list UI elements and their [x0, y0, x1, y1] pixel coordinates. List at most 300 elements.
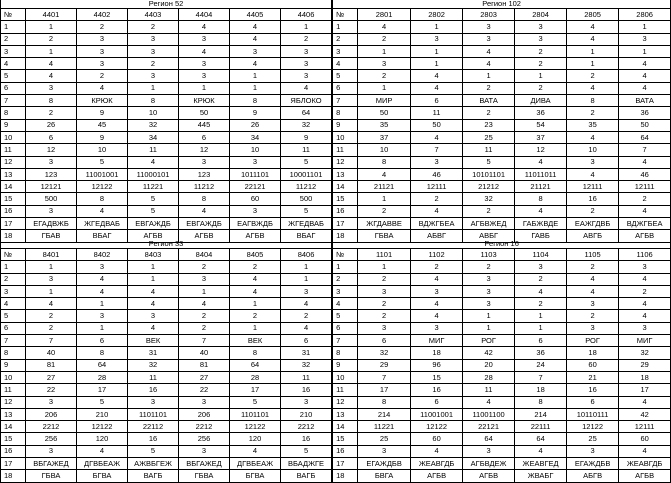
number-header: №: [333, 9, 358, 21]
answer-cell: 1: [26, 285, 77, 297]
answer-cell: 11212: [179, 181, 230, 193]
row-number: 17: [333, 218, 358, 230]
answer-cell: 1: [358, 193, 411, 205]
answer-cell: 2212: [179, 421, 230, 433]
answer-cell: 11001001: [411, 408, 463, 420]
answer-cell: 10110111: [567, 408, 619, 420]
answer-cell: 4: [567, 273, 619, 285]
answer-cell: 9: [77, 131, 128, 143]
answer-cell: 11: [463, 384, 515, 396]
row-number: 11: [333, 384, 358, 396]
answer-cell: ГАВБ: [515, 230, 567, 242]
answer-cell: 3: [77, 261, 128, 273]
answer-cell: 42: [619, 408, 671, 420]
answer-cell: 31: [128, 347, 179, 359]
variant-code: 8406: [281, 249, 332, 261]
answer-cell: 3: [463, 21, 515, 33]
answer-cell: 1101101: [128, 408, 179, 420]
answer-cell: 35: [358, 119, 411, 131]
answer-cell: 3: [26, 82, 77, 94]
answer-cell: РОГ: [567, 335, 619, 347]
answer-cell: 22121: [230, 181, 281, 193]
answer-cell: 3: [411, 156, 463, 168]
answer-cell: 10: [358, 144, 411, 156]
answer-cell: 1: [358, 261, 411, 273]
row-number: 5: [1, 70, 26, 82]
answer-cell: 5: [128, 205, 179, 217]
answer-cell: 2212: [281, 421, 332, 433]
answer-cell: ВБГАЖЕД: [26, 458, 77, 470]
answer-cell: 40: [179, 347, 230, 359]
answer-cell: ЯБЛОКО: [281, 95, 332, 107]
answer-cell: 3: [281, 285, 332, 297]
answer-cell: 4: [619, 396, 671, 408]
answer-cell: АГБВ: [411, 470, 463, 482]
answer-cell: 2: [411, 261, 463, 273]
answer-cell: 12111: [567, 181, 619, 193]
answer-cell: ЕГАЖДБВ: [358, 458, 411, 470]
answer-cell: МИГ: [619, 335, 671, 347]
answer-cell: 9: [77, 107, 128, 119]
row-number: 18: [1, 470, 26, 482]
row-number: 9: [1, 359, 26, 371]
answer-cell: ВЕК: [230, 335, 281, 347]
answer-cell: 2: [619, 285, 671, 297]
table-row: [1, 58, 671, 70]
answer-cell: 4: [411, 273, 463, 285]
answer-cell: 45: [77, 119, 128, 131]
answer-cell: 54: [515, 119, 567, 131]
answer-cell: 1: [281, 273, 332, 285]
answer-cell: 123: [26, 168, 77, 180]
variant-code: 2804: [515, 9, 567, 21]
table-row: [1, 396, 671, 408]
answer-cell: 22121: [463, 421, 515, 433]
answer-cell: 3: [567, 445, 619, 457]
table-row: [1, 181, 671, 193]
answer-cell: 3: [358, 285, 411, 297]
variant-code: 8405: [230, 249, 281, 261]
answer-cell: 34: [128, 131, 179, 143]
answer-cell: 17: [619, 384, 671, 396]
answer-cell: 3: [179, 445, 230, 457]
row-number: 4: [1, 58, 26, 70]
answer-cell: 2: [358, 298, 411, 310]
table-row: [1, 218, 671, 230]
answer-cell: 64: [619, 131, 671, 143]
answer-cell: ДГВБЕАЖ: [230, 458, 281, 470]
row-number: 8: [1, 347, 26, 359]
answer-cell: 3: [567, 156, 619, 168]
answer-cell: 4: [77, 273, 128, 285]
row-number: 13: [1, 408, 26, 420]
answer-cell: 16: [567, 193, 619, 205]
answer-cell: 27: [179, 371, 230, 383]
answer-cell: 22111: [515, 421, 567, 433]
answer-cell: 214: [515, 408, 567, 420]
answer-cell: 5: [281, 445, 332, 457]
table-row: [1, 335, 671, 347]
answer-cell: 28: [77, 371, 128, 383]
answer-cell: 2: [358, 273, 411, 285]
answer-cell: ВДЖГБЕА: [411, 218, 463, 230]
table-row: [1, 384, 671, 396]
answer-cell: 24: [515, 359, 567, 371]
answer-cell: 7: [26, 335, 77, 347]
answer-cell: 4: [619, 310, 671, 322]
table-row: [1, 285, 671, 297]
table-row: [1, 371, 671, 383]
table-row: [1, 21, 671, 33]
variant-code: 4403: [128, 9, 179, 21]
row-number: 7: [1, 335, 26, 347]
answer-cell: 2: [567, 70, 619, 82]
table-row: [1, 433, 671, 445]
answer-cell: 3: [179, 396, 230, 408]
answer-cell: 15: [411, 371, 463, 383]
answer-cell: 3: [619, 322, 671, 334]
answer-cell: 11001100: [463, 408, 515, 420]
variant-code: 8402: [77, 249, 128, 261]
answer-cell: 32: [358, 347, 411, 359]
answer-cell: 96: [411, 359, 463, 371]
answer-cell: 8: [77, 193, 128, 205]
answer-cell: ЕВГАЖДБ: [128, 218, 179, 230]
row-number: 9: [333, 359, 358, 371]
answer-cell: 29: [358, 359, 411, 371]
answer-cell: 4: [411, 205, 463, 217]
answer-cell: 12122: [411, 421, 463, 433]
variant-code: 8401: [26, 249, 77, 261]
answer-cell: 5: [230, 396, 281, 408]
answer-cell: 81: [26, 359, 77, 371]
variant-code: 1103: [463, 249, 515, 261]
answer-cell: 4: [281, 298, 332, 310]
answer-cell: 2: [179, 261, 230, 273]
answer-cell: 29: [619, 359, 671, 371]
answer-cell: 6: [411, 396, 463, 408]
answer-cell: 3: [77, 33, 128, 45]
row-number: 1: [333, 21, 358, 33]
answer-cell: 4: [230, 58, 281, 70]
answer-cell: 1: [619, 21, 671, 33]
answer-cell: 5: [281, 205, 332, 217]
answer-cell: 4: [567, 33, 619, 45]
answer-cell: ЕВГАЖДБ: [179, 218, 230, 230]
answer-cell: 4: [515, 205, 567, 217]
answer-cell: 36: [515, 107, 567, 119]
row-number: 2: [333, 273, 358, 285]
answer-cell: 3: [281, 396, 332, 408]
answer-cell: 1: [463, 310, 515, 322]
answer-cell: 2: [463, 261, 515, 273]
table-row: [1, 470, 671, 482]
answer-cell: 2: [619, 193, 671, 205]
row-number: 14: [1, 421, 26, 433]
answer-cell: 11: [128, 371, 179, 383]
answer-cell: 2: [515, 273, 567, 285]
variant-code: 8403: [128, 249, 179, 261]
answer-cell: 37: [515, 131, 567, 143]
bottom-table: [0, 240, 671, 483]
variant-code: 4405: [230, 9, 281, 21]
answer-cell: 25: [567, 433, 619, 445]
answer-cell: 2: [411, 193, 463, 205]
table-row: [1, 131, 671, 143]
answer-cell: 10: [567, 144, 619, 156]
answer-cell: 42: [463, 347, 515, 359]
answer-cell: 81: [179, 359, 230, 371]
header-row: [1, 9, 671, 21]
row-number: 5: [333, 70, 358, 82]
answer-cell: 3: [26, 396, 77, 408]
answer-cell: 11: [411, 107, 463, 119]
answer-cell: 4: [619, 156, 671, 168]
answer-cell: 6: [179, 131, 230, 143]
answer-cell: 4: [26, 70, 77, 82]
answer-cell: 10: [230, 144, 281, 156]
answer-cell: 2: [26, 322, 77, 334]
table-row: [1, 156, 671, 168]
answer-cell: 34: [230, 131, 281, 143]
answer-cell: 3: [230, 45, 281, 57]
row-number: 1: [333, 261, 358, 273]
answer-cell: 3: [128, 70, 179, 82]
answer-cell: 3: [26, 445, 77, 457]
row-number: 17: [1, 458, 26, 470]
answer-cell: ДИВА: [515, 95, 567, 107]
answer-cell: 4: [619, 58, 671, 70]
answer-cell: 4: [411, 445, 463, 457]
answer-cell: 5: [463, 156, 515, 168]
row-number: 11: [1, 384, 26, 396]
answer-cell: 32: [128, 359, 179, 371]
answer-cell: 10: [128, 107, 179, 119]
answer-cell: 2: [281, 33, 332, 45]
answer-cell: 8: [179, 193, 230, 205]
table-row: [1, 95, 671, 107]
answer-cell: 1: [230, 70, 281, 82]
answer-cell: 3: [463, 445, 515, 457]
number-header: №: [1, 9, 26, 21]
answer-cell: АЖВБГЕЖ: [128, 458, 179, 470]
answer-cell: 3: [77, 310, 128, 322]
answer-cell: 4: [281, 82, 332, 94]
row-number: 17: [333, 458, 358, 470]
answer-cell: 214: [358, 408, 411, 420]
answer-cell: АГБВ: [619, 230, 671, 242]
answer-cell: 4: [411, 70, 463, 82]
answer-cell: 7: [358, 371, 411, 383]
table-row: [1, 82, 671, 94]
answer-cell: 12: [26, 144, 77, 156]
answer-cell: 27: [26, 371, 77, 383]
answer-cell: АБГВ: [567, 470, 619, 482]
answer-cell: ВАГБ: [128, 470, 179, 482]
row-number: 7: [333, 95, 358, 107]
answer-cell: 3: [128, 45, 179, 57]
answer-cell: 21: [567, 371, 619, 383]
answer-cell: 16: [128, 433, 179, 445]
row-number: 17: [1, 218, 26, 230]
row-number: 6: [1, 82, 26, 94]
answer-cell: 3: [463, 298, 515, 310]
row-number: 14: [333, 421, 358, 433]
answer-cell: 4: [26, 58, 77, 70]
answer-cell: 3: [463, 33, 515, 45]
variant-code: 2805: [567, 9, 619, 21]
row-number: 12: [333, 156, 358, 168]
header-row: [1, 249, 671, 261]
answer-cell: 20: [463, 359, 515, 371]
answer-cell: 1: [77, 322, 128, 334]
answer-cell: 1: [230, 298, 281, 310]
row-number: 5: [1, 310, 26, 322]
answer-cell: 3: [281, 58, 332, 70]
answer-cell: 4: [128, 156, 179, 168]
answer-cell: 4: [463, 58, 515, 70]
answer-cell: 1: [619, 45, 671, 57]
answer-cell: 500: [281, 193, 332, 205]
answer-cell: 17: [358, 384, 411, 396]
answer-cell: 1: [128, 82, 179, 94]
row-number: 7: [1, 95, 26, 107]
answer-cell: 11212: [281, 181, 332, 193]
answer-cell: 50: [179, 107, 230, 119]
answer-cell: 11221: [128, 181, 179, 193]
row-number: 3: [1, 285, 26, 297]
answer-cell: ЕГАЖДБВ: [567, 458, 619, 470]
row-number: 11: [333, 144, 358, 156]
answer-cell: 1: [281, 21, 332, 33]
answer-cell: 4: [515, 156, 567, 168]
answer-cell: 1: [230, 82, 281, 94]
row-number: 4: [333, 58, 358, 70]
answer-cell: 4: [567, 168, 619, 180]
answer-cell: 11000101: [128, 168, 179, 180]
table-row: [1, 310, 671, 322]
answer-cell: 4: [463, 45, 515, 57]
answer-cell: 9: [281, 131, 332, 143]
answer-cell: 4: [619, 82, 671, 94]
answer-cell: 64: [515, 433, 567, 445]
variant-code: 2801: [358, 9, 411, 21]
answer-cell: 37: [358, 131, 411, 143]
answer-cell: 6: [411, 95, 463, 107]
region-title-row: [1, 0, 671, 9]
answer-cell: 2: [515, 58, 567, 70]
answer-cell: 4: [619, 298, 671, 310]
answer-cell: 1: [463, 70, 515, 82]
answer-cell: 35: [567, 119, 619, 131]
answer-cell: 17: [230, 384, 281, 396]
answer-cell: 4: [77, 82, 128, 94]
row-number: 9: [1, 119, 26, 131]
row-number: 1: [1, 261, 26, 273]
answer-cell: 7: [411, 144, 463, 156]
answer-cell: 22: [179, 384, 230, 396]
answer-cell: 18: [567, 347, 619, 359]
bottom-tables: [0, 240, 671, 483]
row-number: 13: [333, 168, 358, 180]
answer-cell: 3: [411, 285, 463, 297]
row-number: 9: [333, 119, 358, 131]
table-row: [1, 458, 671, 470]
row-number: 2: [1, 273, 26, 285]
row-number: 2: [1, 33, 26, 45]
row-number: 3: [333, 45, 358, 57]
answer-cell: 445: [179, 119, 230, 131]
answer-cell: 23: [463, 119, 515, 131]
row-number: 6: [1, 322, 26, 334]
answer-cell: 1: [230, 322, 281, 334]
answer-cell: 4: [281, 322, 332, 334]
answer-cell: АГБВДЕЖ: [463, 458, 515, 470]
answer-cell: 2: [179, 310, 230, 322]
answer-cell: 4: [567, 131, 619, 143]
row-number: 13: [1, 168, 26, 180]
answer-cell: 11001001: [77, 168, 128, 180]
table-row: [1, 168, 671, 180]
answer-cell: БГВА: [77, 470, 128, 482]
answer-cell: 12: [515, 144, 567, 156]
answer-cell: 26: [230, 119, 281, 131]
answer-cell: 3: [281, 70, 332, 82]
answer-cell: ЕАЖГДВБ: [567, 218, 619, 230]
answer-cell: 16: [281, 384, 332, 396]
row-number: 6: [333, 322, 358, 334]
table-row: [1, 144, 671, 156]
answer-cell: 3: [230, 156, 281, 168]
answer-cell: ВАТА: [463, 95, 515, 107]
answer-cell: БВГА: [358, 470, 411, 482]
answer-cell: 32: [281, 119, 332, 131]
answer-cell: 50: [358, 107, 411, 119]
answer-cell: ГБВА: [26, 470, 77, 482]
answer-cell: 4: [567, 21, 619, 33]
row-number: 16: [1, 445, 26, 457]
table-row: [1, 193, 671, 205]
answer-cell: ГБАВ: [26, 230, 77, 242]
region-title: Регион 16: [333, 240, 671, 249]
answer-cell: 2: [567, 310, 619, 322]
answer-cell: 3: [179, 58, 230, 70]
answer-cell: 64: [77, 359, 128, 371]
answer-cell: 5: [77, 396, 128, 408]
row-number: 12: [333, 396, 358, 408]
answer-cell: 12121: [26, 181, 77, 193]
answer-cell: 36: [619, 107, 671, 119]
answer-cell: 4: [619, 445, 671, 457]
answer-cell: 4: [230, 285, 281, 297]
answer-cell: 28: [463, 371, 515, 383]
answer-cell: 8: [128, 95, 179, 107]
answer-cell: 22112: [128, 421, 179, 433]
answer-cell: 120: [230, 433, 281, 445]
answer-cell: 206: [179, 408, 230, 420]
answer-cell: 4: [26, 298, 77, 310]
answer-cell: 1: [358, 82, 411, 94]
answer-cell: 32: [619, 347, 671, 359]
answer-cell: 4: [619, 273, 671, 285]
answer-cell: АВБГ: [463, 230, 515, 242]
row-number: 15: [333, 193, 358, 205]
table-row: [1, 445, 671, 457]
answer-cell: 4: [179, 21, 230, 33]
answer-cell: 25: [463, 131, 515, 143]
row-number: 16: [333, 205, 358, 217]
variant-code: 1106: [619, 249, 671, 261]
